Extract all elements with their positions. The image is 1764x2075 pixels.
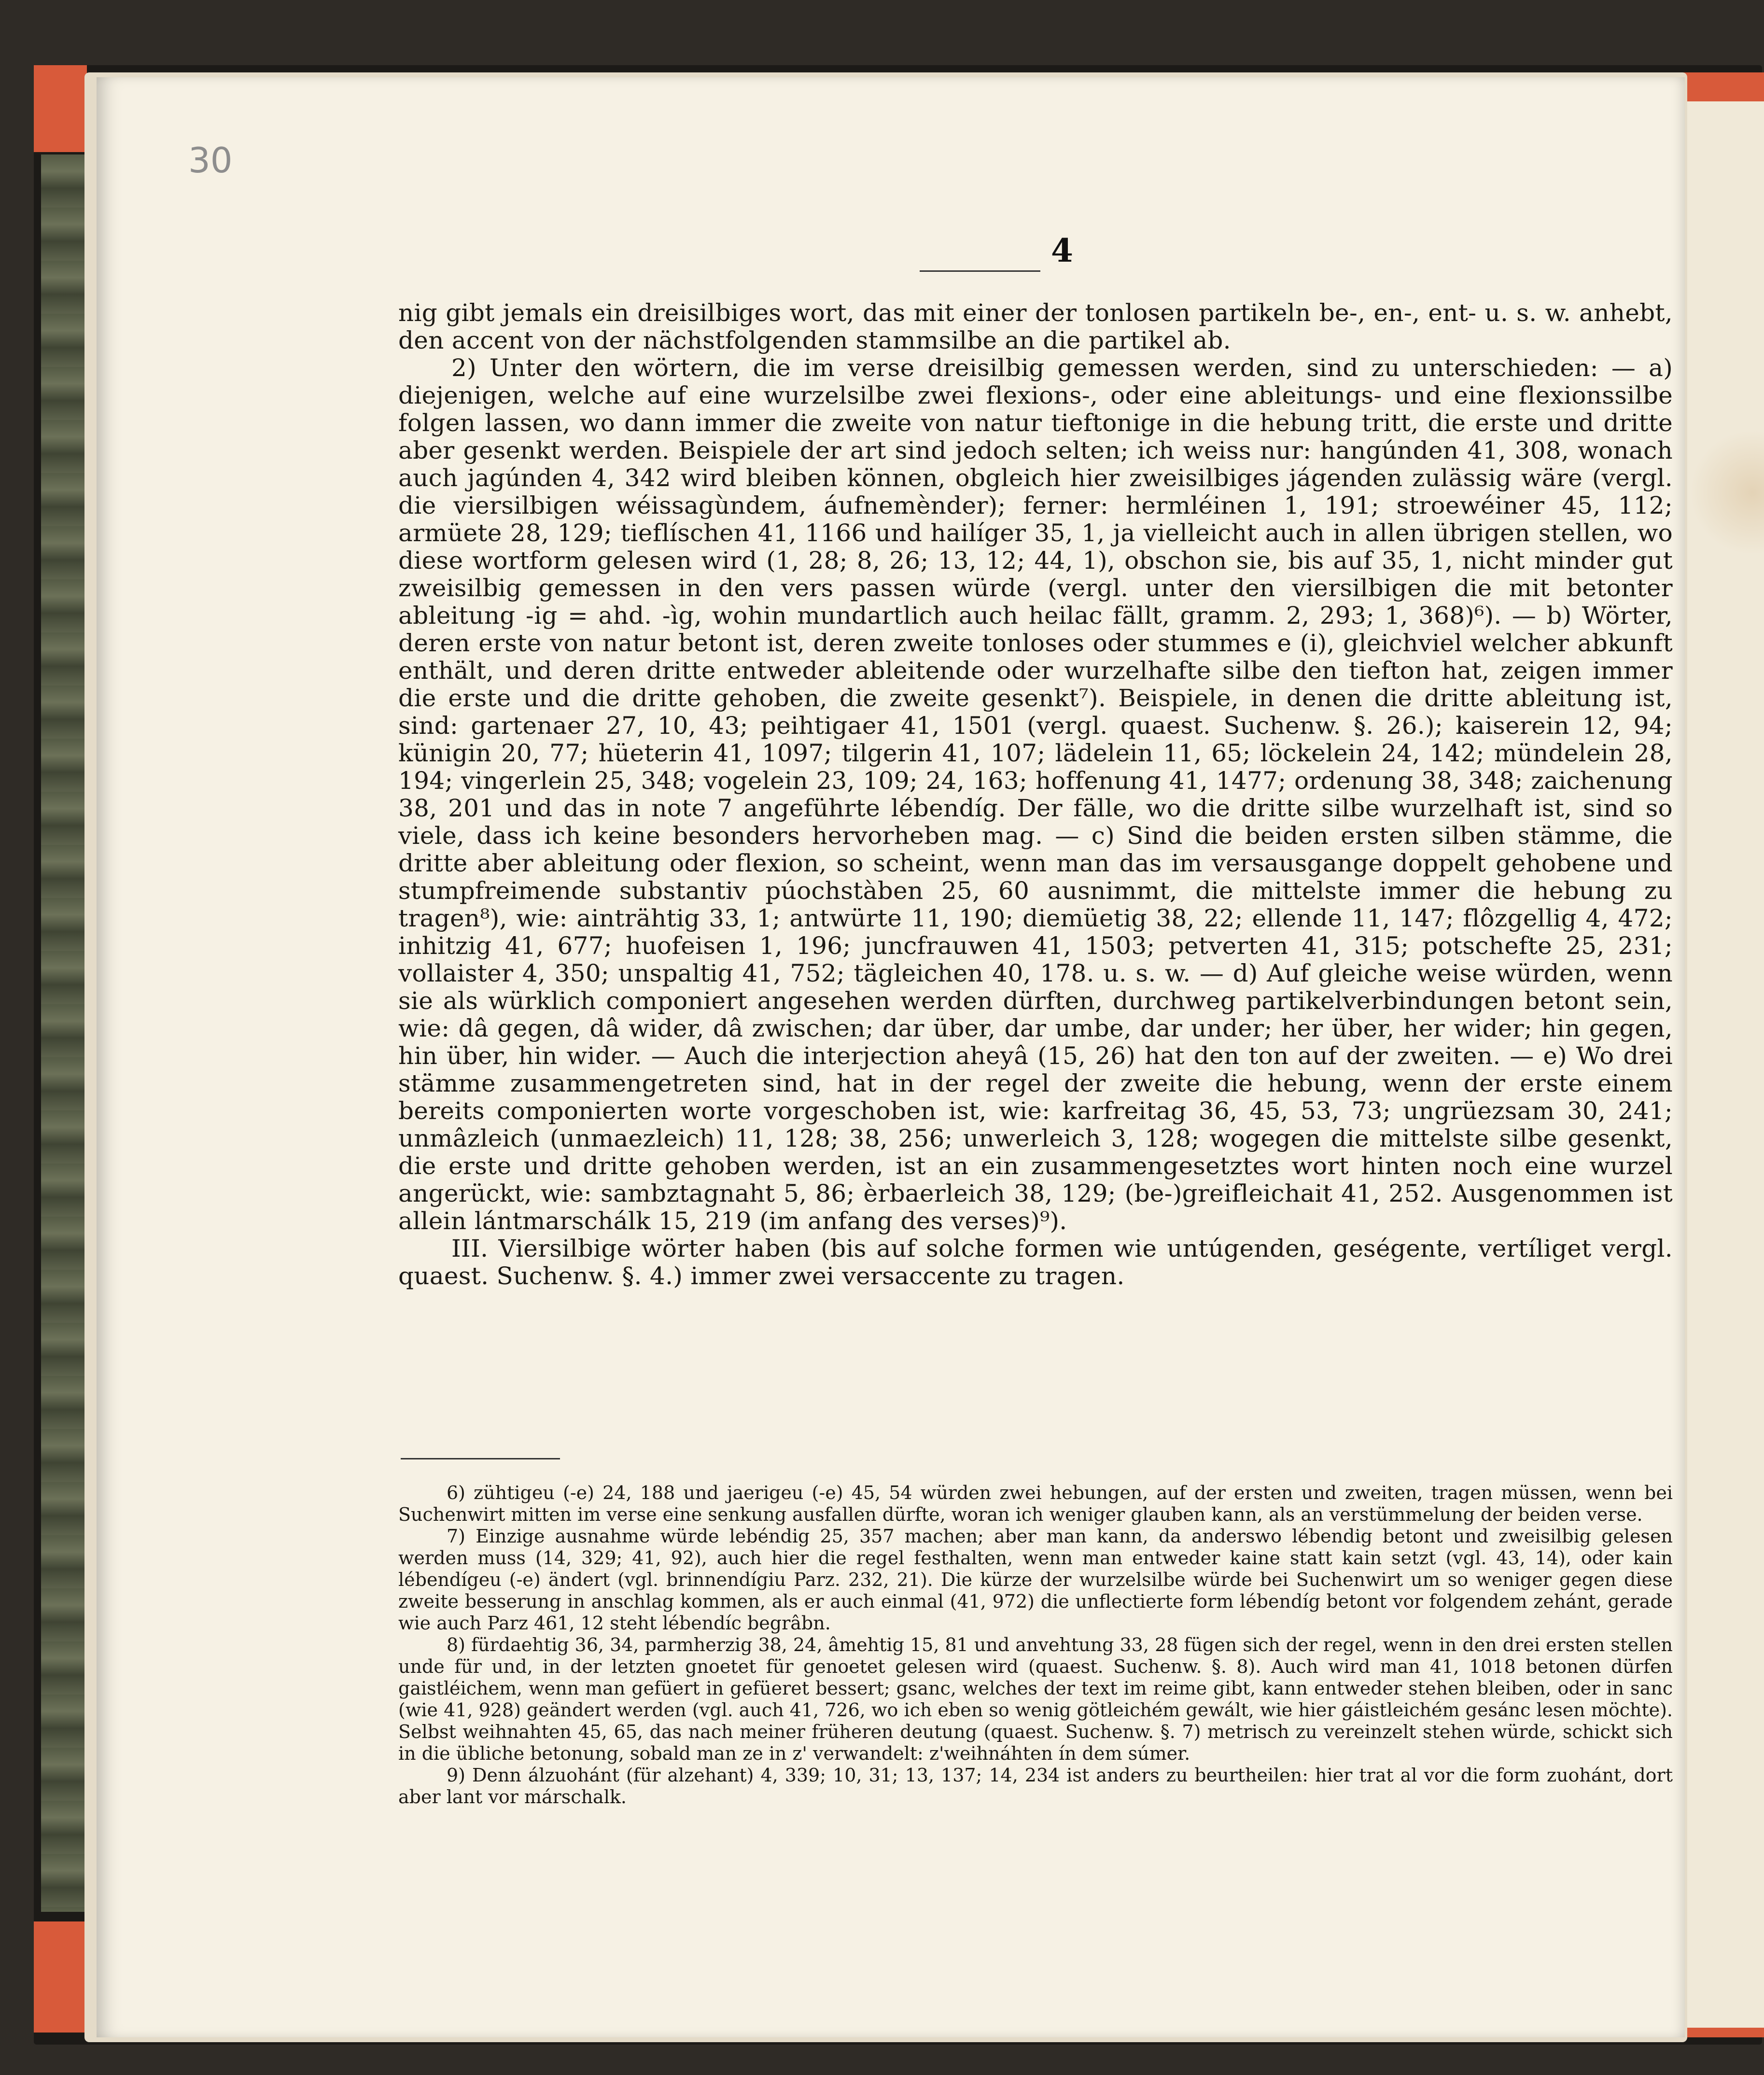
footnote-8: 8) fürdaehtig 36, 34, parmherzig 38, 24, âmehtig 15, 81 und anvehtung 33, 28 fügen sich der regel, wenn in den drei ersten stellen unde für und, in der letzten gnoetet für genoetet gelesen wird (quaest. Suchenw. §. 8). Auch wird man 41, 1018 betonen dürfen gaistléichem, wenn man gefüert in gefüeret bessert; gsanc, welches der text im reime gibt, kann entweder stehen bleiben, oder in sanc (wie 41, 928) geändert werden (vgl. auch 41, 726, wo ich eben so wenig götleichém gewált, wie hier gáistleichém gesánc lesen möchte). Selbst weihnahten 45, 65, das nach meiner früheren deutung (quaest. Suchenw. §. 7) metrisch zu vereinzelt stehen würde, schickt sich in die übliche betonung, sobald man ze in z' verwandelt: z'weihnáhten ín dem súmer. — [398, 1634, 1673, 1764]
page-number: 4 — [1051, 232, 1073, 269]
book-spine-marbled — [41, 154, 87, 1912]
footnote-9: 9) Denn álzuohánt (für alzehant) 4, 339; 10, 31; 13, 137; 14, 234 ist anders zu beurtheilen: hier trat al vor die form zuohánt, dort aber lant vor márschalk. — [398, 1765, 1673, 1808]
cover-corner-top-left — [34, 65, 87, 152]
paragraph-viersilbige: III. Viersilbige wörter haben (bis auf solche formen wie untúgenden, geségente, vertíliget vergl. quaest. Suchenw. §. 4.) immer zwei versaccente zu tragen. — [398, 1234, 1673, 1290]
footnote-rule — [401, 1458, 560, 1459]
main-text — [398, 299, 1673, 1290]
cover-corner-bottom-left — [34, 1921, 87, 2033]
handwritten-page-number: 30 — [188, 140, 233, 181]
facing-page-edge — [1687, 101, 1764, 2028]
paragraph-dreisilbige: 2) Unter den wörtern, die im verse dreisilbig gemessen werden, sind zu unterschieden: — a) diejenigen, welche auf eine wurzelsilbe zwei flexions-, oder eine ableitungs- und eine flexionssilbe folgen lassen, wo dann immer die zweite von natur tieftonige in die hebung tritt, die erste und dritte aber gesenkt werden. Beispiele der art sind jedoch selten; ich weiss nur: hangúnden 41, 308, wonach auch jagúnden 4, 342 wird bleiben können, obgleich hier zweisilbiges jágenden zulässig wäre (vergl. die viersilbigen wéissagùndem, áufnemènder); ferner: hermléinen 1, 191; stroewéiner 45, 112; armüete 28, 129; tieflíschen 41, 1166 und hailíger 35, 1, ja vielleicht auch in allen übrigen stellen, wo diese wortform gelesen wird (1, 28; 8, 26; 13, 12; 44, 1), obschon sie, bis auf 35, 1, nicht minder gut zweisilbig gemessen in den vers passen würde (vergl. unter den viersilbigen die mit betonter ableitung -ig = ahd. -ìg, wohin mundartlich auch heilac fällt, gramm. 2, 293; 1, 368)⁶). — b) Wörter, deren erste von natur betont ist, deren zweite tonloses oder stummes e (i), gleichviel welcher abkunft enthält, und deren dritte entweder ableitende oder wurzelhafte silbe den tiefton hat, zeigen immer die erste und die dritte gehoben, die zweite gesenkt⁷). Beispiele, in denen die dritte ableitung ist, sind: gartenaer 27, 10, 43; peihtigaer 41, 1501 (vergl. quaest. Suchenw. §. 26.); kaiserein 12, 94; künigin 20, 77; hüeterin 41, 1097; tilgerin 41, 107; lädelein 11, 65; löckelein 24, 142; mündelein 28, 194; vingerlein 25, 348; vogelein 23, 109; 24, 163; hoffenung 41, 1477; ordenung 38, 348; zaichenung 38, 201 und das in note 7 angeführte lébendíg. Der fälle, wo die dritte silbe wurzelhaft ist, sind so viele, dass ich keine besonders hervorheben mag. — c) Sind die beiden ersten silben stämme, die dritte aber ableitung oder flexion, so scheint, wenn man das im versausgange doppelt gehobene und stumpfreimende substantiv púochstàben 25, 60 ausnimmt, die mittelste immer die hebung zu tragen⁸), wie: ainträhtig 33, 1; antwürte 11, 190; diemüetig 38, 22; ellende 11, 147; flôzgellig 4, 472; inhitzig 41, 677; huofeisen 1, 196; juncfrauwen 41, 1503; petverten 41, 315; potschefte 25, 231; vollaister 4, 350; unspaltig 41, 752; tägleichen 40, 178. u. s. w. — d) Auf gleiche weise würden, wenn sie als würklich componiert angesehen werden dürften, durchweg partikelverbindungen betont sein, wie: dâ gegen, dâ wider, dâ zwischen; dar über, dar umbe, dar under; her über, her wider; hin gegen, hin über, hin wider. — Auch die interjection aheyâ (15, 26) hat den ton auf der zweiten. — e) Wo drei stämme zusammengetreten sind, hat in der regel der zweite die hebung, wenn der erste einem bereits componierten worte vorgeschoben ist, wie: karfreitag 36, 45, 53, 73; ungrüezsam 30, 241; unmâzleich (unmaezleich) 11, 128; 38, 256; unwerleich 3, 128; wogegen die mittelste silbe gesenkt, die erste und dritte gehoben werden, ist an ein zusammengesetztes wort hinten noch eine wurzel angerückt, wie: sambztagnaht 5, 86; èrbaerleich 38, 129; (be-)greifleichait 41, 252. Ausgenommen ist allein lántmarschálk 15, 219 (im anfang des verses)⁹). — [398, 354, 1673, 1235]
page-number-rule — [920, 270, 1040, 272]
footnote-6: 6) zühtigeu (-e) 24, 188 und jaerigeu (-e) 45, 54 würden zwei hebungen, auf der ersten und zweiten, tragen müssen, wenn bei Suchenwirt mitten im verse eine senkung ausfallen dürfte, woran ich weniger glauben kann, als an verstümmelung der beiden verse. — [398, 1482, 1673, 1525]
footnotes — [398, 1482, 1673, 1808]
book-page — [97, 77, 1685, 2037]
footnote-7: 7) Einzige ausnahme würde lebéndig 25, 357 machen; aber man kann, da anderswo lébendig betont und zweisilbig gelesen werden muss (14, 329; 41, 92), auch hier die regel festhalten, wenn man entweder kaine statt kain setzt (vgl. 43, 14), oder kain lébendígeu (-e) ändert (vgl. brinnendígiu Parz. 232, 21). Die kürze der wurzelsilbe würde bei Suchenwirt um so weniger gegen diese zweite besserung in anschlag kommen, als er auch einmal (41, 972) die unflectierte form lébendíg betont vor folgendem zehánt, gerade wie auch Parz 461, 12 steht lébendíc begrâbn. — [398, 1526, 1673, 1634]
paragraph-continuation: nig gibt jemals ein dreisilbiges wort, das mit einer der tonlosen partikeln be-, en-, ent- u. s. w. anhebt, den accent von der nächstfolgenden stammsilbe an die partikel ab. — [398, 299, 1673, 354]
